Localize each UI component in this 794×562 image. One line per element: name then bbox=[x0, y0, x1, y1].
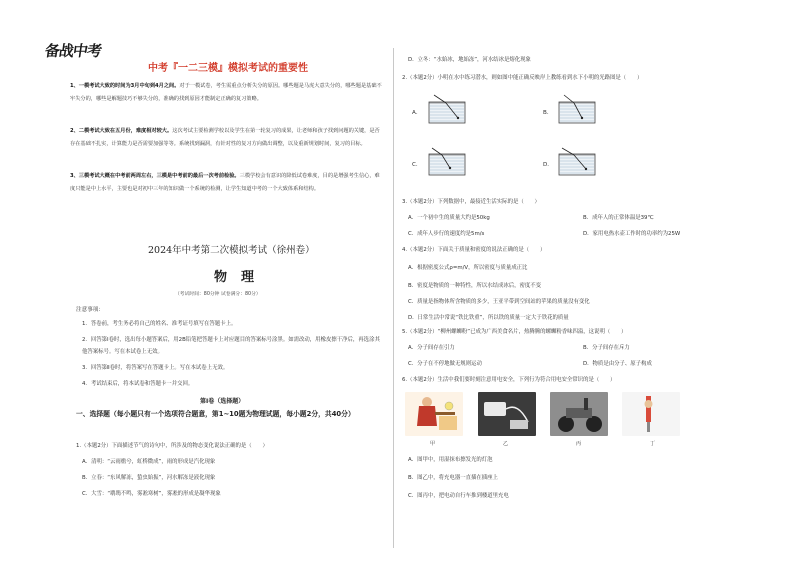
note-item: 4．考试结束后，将本试卷和答题卡一并交回。 bbox=[82, 381, 194, 387]
q1-option-b: B．立春：“东风解冻，蛰虫始振”，河水解冻是液化现象 bbox=[82, 475, 216, 481]
q1-stem: 1.（本题2分）下面描述节气的诗句中，所涉及的物态变化说法正确的是（ ） bbox=[76, 443, 268, 449]
q6-option-a: A．图甲中，用湿抹布擦发光的灯泡 bbox=[408, 457, 493, 463]
q6-label-bing: 丙 bbox=[576, 441, 582, 447]
section-instruction: 一、选择题（每小题只有一个选项符合题意，第1~10题为物理试题，每小题2分，共40分） bbox=[76, 410, 355, 418]
intro-text-2: 这次考试主要检测学校以及学生在第一轮复习的成果，让老师和孩子找到问题的关键，是否存在基础不扎实，计算能力是否需要加强等等。系统找到漏洞，有针对性的复习方向做出调整，以及重新规划时间，复习的目标。 bbox=[70, 128, 380, 147]
q4-option-d: D．日常生活中常说“铁比铁重”，所以铁的质量一定大于铁花的质量 bbox=[408, 315, 569, 321]
q6-photo-bing bbox=[550, 392, 608, 436]
logo bbox=[45, 40, 109, 66]
q2-figure-b bbox=[558, 94, 596, 124]
q6-photo-ding bbox=[622, 392, 680, 436]
q6-label-ding: 丁 bbox=[650, 441, 656, 447]
note-item: 3．回答第Ⅱ卷时，将答案写在答题卡上。写在本试卷上无效。 bbox=[82, 365, 229, 371]
q5-option-d: D．物质是由分子、原子构成 bbox=[583, 361, 652, 367]
column-divider bbox=[393, 48, 394, 548]
q3-option-d: D．家用电热水壶工作时的功率约为25W bbox=[583, 231, 681, 237]
q1-option-a: A．清明：“云雨檐兮，虹桥微成”，雨的形成是汽化现象 bbox=[82, 459, 216, 465]
q6-label-jia: 甲 bbox=[430, 441, 436, 447]
logo-text: 备战中考 bbox=[43, 42, 103, 60]
intro-paragraph-1 bbox=[70, 80, 382, 106]
intro-label-1: 1、一模考试大致的时间为3月中旬到4月之间。 bbox=[70, 83, 180, 89]
q6-label-yi: 乙 bbox=[503, 441, 509, 447]
q1-option-c: C．大雪：“鹖鴠不鸣，雾凇寒树”，雾凇的形成是凝华现象 bbox=[82, 491, 221, 497]
q5-stem: 5.（本题2分）“柳州螺蛳粉”已成为广西美食名片，热腾腾的螺蛳粉香味四溢，这说明（ ） bbox=[402, 329, 627, 335]
intro-text-1: 对于一模试卷，考生需重点分析失分的原因。哪些题是马虎大意失分的，哪些题是基础不牢失分的，哪些是解题技巧不够失分的，准确的找到原因才能制定正确的复习策略。 bbox=[70, 83, 382, 102]
q4-option-c: C．质量是指物体所含物质的多少，王亚平带到空间站的苹果的质量没有变化 bbox=[408, 299, 590, 305]
q2-label-a: A． bbox=[412, 110, 422, 116]
intro-paragraph-3 bbox=[70, 170, 382, 196]
q5-option-a: A．分子间存在引力 bbox=[408, 345, 455, 351]
q5-option-c: C．分子在不停地做无规则运动 bbox=[408, 361, 482, 367]
notes-heading: 注意事项： bbox=[76, 307, 104, 313]
q6-photo-yi bbox=[478, 392, 536, 436]
q2-stem: 2.（本题2分）小明在水中练习潜水，则如图中能正确反映岸上教练看到水下小明的光路图是（ ） bbox=[402, 75, 643, 81]
q2-label-c: C． bbox=[412, 162, 422, 168]
q3-option-c: C．成年人步行的速度约是5m/s bbox=[408, 231, 485, 237]
intro-label-3: 3、三模考试大概在中考前两周左右，三模是中考前的最后一次考前检验。 bbox=[70, 173, 240, 179]
note-item: 2．回答第Ⅰ卷时，选出每小题答案后，用2B铅笔把答题卡上对应题目的答案标号涂黑。如需改动，用橡皮擦干净后，再选涂其他答案标号。写在本试卷上无效。 bbox=[82, 337, 380, 355]
q2-figure-d bbox=[558, 146, 596, 176]
q2-figure-a bbox=[428, 94, 466, 124]
intro-text-3: 三模学校会有意识的降低试卷难度，目的是增强考生信心，难度只能是中上水平，主要也是对初中三年的知识做一个系统的检测，让学生知道中考的一个大致体系和结构。 bbox=[70, 173, 380, 192]
q1-option-d: D．立冬：“水始冰，地始冻”，河水结冰是熔化现象 bbox=[408, 57, 531, 63]
q2-figure-c bbox=[428, 146, 466, 176]
intro-label-2: 2、二模考试大致在五月份，难度相对较大。 bbox=[70, 128, 173, 134]
q2-label-d: D． bbox=[543, 162, 553, 168]
q6-stem: 6.（本题2分）生活中我们要时刻注意用电安全，下列行为符合用电安全常识的是（ ） bbox=[402, 377, 616, 383]
q4-option-b: B．密度是物质的一种特性，所以水结成冰后，密度不变 bbox=[408, 283, 542, 289]
time-note: （考试时间：80分钟 试卷满分：80分） bbox=[175, 292, 261, 297]
q6-photo-jia bbox=[405, 392, 463, 436]
q3-option-b: B．成年人的正常体温是39℃ bbox=[583, 215, 654, 221]
subject-title: 物理 bbox=[214, 270, 269, 285]
exam-title: 2024年中考第二次模拟考试（徐州卷） bbox=[148, 245, 315, 256]
q5-option-b: B．分子间存在斥力 bbox=[583, 345, 630, 351]
q6-option-b: B．图乙中，将充电器一直插在插座上 bbox=[408, 475, 498, 481]
q4-stem: 4.（本题2分）下面关于质量和密度的说法正确的是（ ） bbox=[402, 247, 546, 253]
q2-label-b: B． bbox=[543, 110, 553, 116]
section-title: 第Ⅰ卷（选择题） bbox=[200, 398, 245, 405]
q4-option-a: A．根据密度公式ρ=m/V，所以密度与质量成正比 bbox=[408, 265, 528, 271]
q3-option-a: A．一个初中生的质量大约是50kg bbox=[408, 215, 490, 221]
intro-paragraph-2 bbox=[70, 125, 382, 151]
note-item: 1．答卷前，考生务必将自己的姓名、准考证号填写在答题卡上。 bbox=[82, 321, 237, 327]
header-title: 中考『一二三模』模拟考试的重要性 bbox=[148, 63, 308, 74]
q6-option-c: C．图丙中，把电动自行车推到楼道里充电 bbox=[408, 493, 509, 499]
q3-stem: 3.（本题2分）下列数据中，最接近生活实际的是（ ） bbox=[402, 199, 540, 205]
